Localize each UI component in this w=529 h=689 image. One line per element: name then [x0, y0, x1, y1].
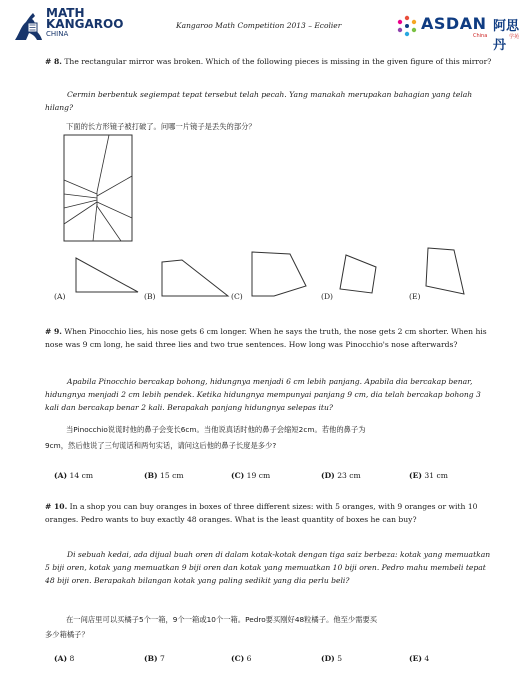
asdan-china-label: China: [473, 33, 488, 39]
q10-option-b-value: 7: [160, 654, 165, 663]
q9-option-b[interactable]: [144, 471, 184, 480]
q8-option-a[interactable]: (A): [54, 292, 66, 301]
q10-option-a[interactable]: [54, 654, 74, 663]
q10-option-c-letter: (C): [231, 654, 245, 663]
option-a-shape: [72, 256, 142, 296]
q10-option-d-letter: (D): [321, 654, 335, 663]
q9-option-d-value: 23 cm: [337, 471, 361, 480]
q9-chinese-line2: 9cm，然后他说了三句谎话和两句实话，请问这后他的鼻子长度是多少?: [45, 441, 277, 450]
asdan-logo: [395, 12, 525, 53]
asdan-chinese-sub: 学苑: [509, 34, 520, 40]
logo-line-china: CHINA: [46, 30, 69, 38]
q9-option-a-letter: (A): [54, 471, 68, 480]
q10-english-text: In a shop you can buy oranges in boxes of three different sizes: with 5 oranges, with 9 oranges or with 10 oranges. Pedro wants to buy exactly 48 oranges. What is the least quantity of boxes he can buy?: [45, 502, 478, 524]
q10-chinese-line1: 在一间店里可以买橘子5个一箱，9个一箱或10个一箱。Pedro要买刚好48粒橘子。他至少需要买: [66, 615, 378, 624]
option-b-shape: [160, 256, 232, 296]
q10-malay: Di sebuah kedai, ada dijual buah oren di dalam kotak-kotak dengan tiga saiz berbeza: kotak yang memuatkan 5 biji oren, kotak yang memuatkan 9 biji oren dan kotak yang memuatkan 10 biji oren. Pedro mahu membeli tepat 48 biji oren. Berapakah bilangan kotak yang paling sedikit yang dia perlu beli?: [45, 550, 491, 585]
q8-option-d[interactable]: (D): [321, 292, 334, 301]
q9-option-d[interactable]: [321, 471, 361, 480]
q9-option-c[interactable]: [231, 471, 270, 480]
q10-option-a-value: 8: [69, 654, 75, 663]
q10-option-b[interactable]: [144, 654, 165, 663]
q10-option-d-value: 5: [337, 654, 343, 663]
q9-option-e-value: 31 cm: [424, 471, 448, 480]
q10-option-b-letter: (B): [144, 654, 158, 663]
q8-option-b[interactable]: (B): [144, 292, 156, 301]
q10-english: [45, 500, 497, 526]
q9-option-e-letter: (E): [409, 471, 422, 480]
q9-number: # 9.: [45, 327, 62, 336]
q9-option-e[interactable]: [409, 471, 448, 480]
q9-option-b-letter: (B): [144, 471, 158, 480]
kangaroo-icon: [12, 10, 44, 42]
q9-chinese-line1: 当Pinocchio说谎时他的鼻子会变长6cm。当他说真话时他的鼻子会缩短2cm。若他的鼻子为: [66, 425, 366, 434]
q9-option-c-letter: (C): [231, 471, 245, 480]
q10-option-c-value: 6: [246, 654, 252, 663]
q8-number: # 8.: [45, 57, 62, 66]
asdan-chinese-wordmark: 阿思丹: [493, 19, 520, 53]
q8-option-e[interactable]: (E): [409, 292, 421, 301]
q10-option-e-value: 4: [424, 654, 430, 663]
option-e-shape: [424, 246, 468, 296]
q10-option-c[interactable]: [231, 654, 252, 663]
q10-number: # 10.: [45, 502, 68, 511]
q9-option-a-value: 14 cm: [69, 471, 94, 480]
q8-option-c[interactable]: (C): [231, 292, 243, 301]
q9-option-c-value: 19 cm: [246, 471, 271, 480]
q10-option-d[interactable]: [321, 654, 342, 663]
q10-option-e[interactable]: [409, 654, 429, 663]
page-title: Kangaroo Math Competition 2013 – Ecolier: [176, 21, 342, 30]
q9-option-d-letter: (D): [321, 471, 335, 480]
option-d-shape: [338, 253, 382, 297]
q8-malay: Cermin berbentuk segiempat tepat tersebut telah pecah. Yang manakah merupakan bahagian yang telah hilang?: [45, 90, 473, 112]
q8-english-text: The rectangular mirror was broken. Which of the following pieces is missing in the given figure of this mirror?: [64, 57, 492, 66]
q9-option-a[interactable]: [54, 471, 93, 480]
asdan-wordmark: ASDAN: [421, 14, 487, 33]
logo-wordmark: [46, 8, 123, 39]
q10-chinese-line2: 多少箱橘子？: [45, 630, 89, 639]
logo-line-math: MATH: [46, 6, 85, 20]
asdan-star-icon: [395, 14, 419, 38]
broken-mirror-figure: [63, 134, 133, 242]
q8-english: [45, 55, 497, 68]
q9-option-b-value: 15 cm: [160, 471, 184, 480]
q9-english-text: When Pinocchio lies, his nose gets 6 cm longer. When he says the truth, the nose gets 2 cm shorter. When his nose was 9 cm long, he said three lies and two true sentences. How long was Pinocchio's nose afterwards?: [45, 327, 487, 349]
logo-line-kangaroo: KANGAROO: [46, 17, 124, 31]
q8-chinese: 下面的长方形镜子被打破了。问哪一片镜子是丢失的部分？: [66, 122, 256, 131]
q10-option-e-letter: (E): [409, 654, 422, 663]
q9-english: [45, 325, 497, 351]
q10-option-a-letter: (A): [54, 654, 68, 663]
q9-malay: Apabila Pinocchio bercakap bohong, hidungnya menjadi 6 cm lebih panjang. Apabila dia bercakap benar, hidungnya menjadi 2 cm lebih pendek. Ketika hidungnya mempunyai panjang 9 cm, dia telah bercakap bohong 3 kali dan bercakap benar 2 kali. Berapakah panjang hidungnya selepas itu?: [45, 377, 481, 412]
option-c-shape: [248, 250, 312, 298]
math-kangaroo-logo: [12, 8, 152, 46]
